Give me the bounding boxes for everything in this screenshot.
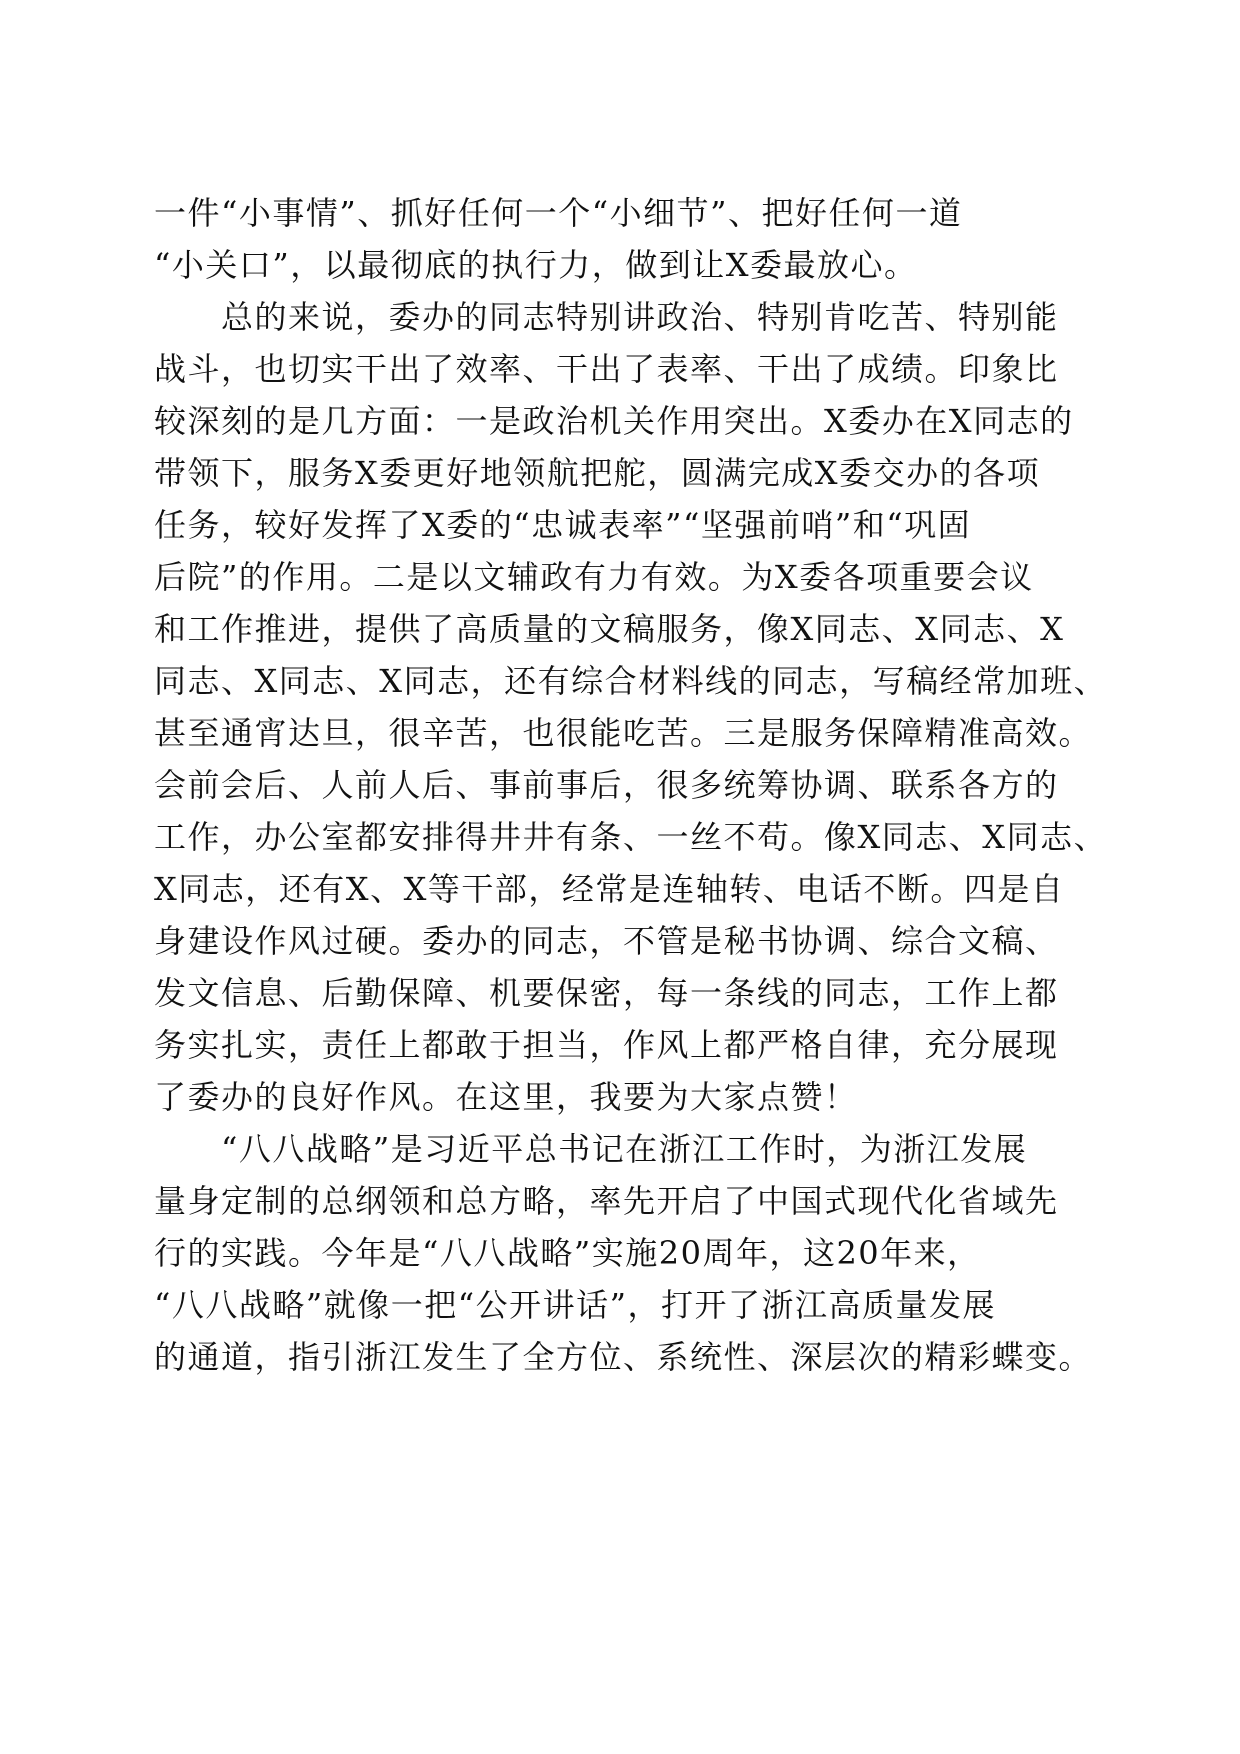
text-line: “八八战略”就像一把“公开讲话”，打开了浙江高质量发展 xyxy=(154,1286,996,1324)
text-line: “八八战略”是习近平总书记在浙江工作时，为浙江发展 xyxy=(154,1130,1028,1168)
text-line: 甚至通宵达旦，很辛苦，也很能吃苦。三是服务保障精准高效。 xyxy=(154,714,1093,752)
text-line: 身建设作风过硬。委办的同志，不管是秘书协调、综合文稿、 xyxy=(154,922,1059,960)
text-line: 带领下，服务X委更好地领航把舵，圆满完成X委交办的各项 xyxy=(154,454,1041,492)
text-line: 的通道，指引浙江发生了全方位、系统性、深层次的精彩蝶变。 xyxy=(154,1338,1093,1376)
text-line: 总的来说，委办的同志特别讲政治、特别肯吃苦、特别能 xyxy=(154,298,1059,336)
text-line: 较深刻的是几方面：一是政治机关作用突出。X委办在X同志的 xyxy=(154,402,1074,440)
text-line: 任务，较好发挥了X委的“忠诚表率”“坚强前哨”和“巩固 xyxy=(154,506,972,544)
text-line: 和工作推进，提供了高质量的文稿服务，像X同志、X同志、X xyxy=(154,610,1065,648)
text-line: 行的实践。今年是“八八战略”实施20周年，这20年来， xyxy=(154,1234,981,1272)
text-line: 务实扎实，责任上都敢于担当，作风上都严格自律，充分展现 xyxy=(154,1026,1059,1064)
text-line: 一件“小事情”、抓好任何一个“小细节”、把好任何一道 xyxy=(154,194,963,232)
text-line: 战斗，也切实干出了效率、干出了表率、干出了成绩。印象比 xyxy=(154,350,1059,388)
text-line: 量身定制的总纲领和总方略，率先开启了中国式现代化省域先 xyxy=(154,1182,1059,1220)
text-line: X同志，还有X、X等干部，经常是连轴转、电话不断。四是自 xyxy=(154,870,1065,908)
text-line: 了委办的良好作风。在这里，我要为大家点赞！ xyxy=(154,1078,858,1116)
document-body xyxy=(154,187,1108,1383)
text-line: “小关口”，以最彻底的执行力，做到让X委最放心。 xyxy=(154,246,918,284)
text-line: 发文信息、后勤保障、机要保密，每一条线的同志，工作上都 xyxy=(154,974,1059,1012)
text-line: 后院”的作用。二是以文辅政有力有效。为X委各项重要会议 xyxy=(154,558,1034,596)
text-line: 会前会后、人前人后、事前事后，很多统筹协调、联系各方的 xyxy=(154,766,1059,804)
text-line: 工作，办公室都安排得井井有条、一丝不苟。像X同志、X同志、 xyxy=(154,818,1108,856)
text-line: 同志、X同志、X同志，还有综合材料线的同志，写稿经常加班、 xyxy=(154,662,1108,700)
